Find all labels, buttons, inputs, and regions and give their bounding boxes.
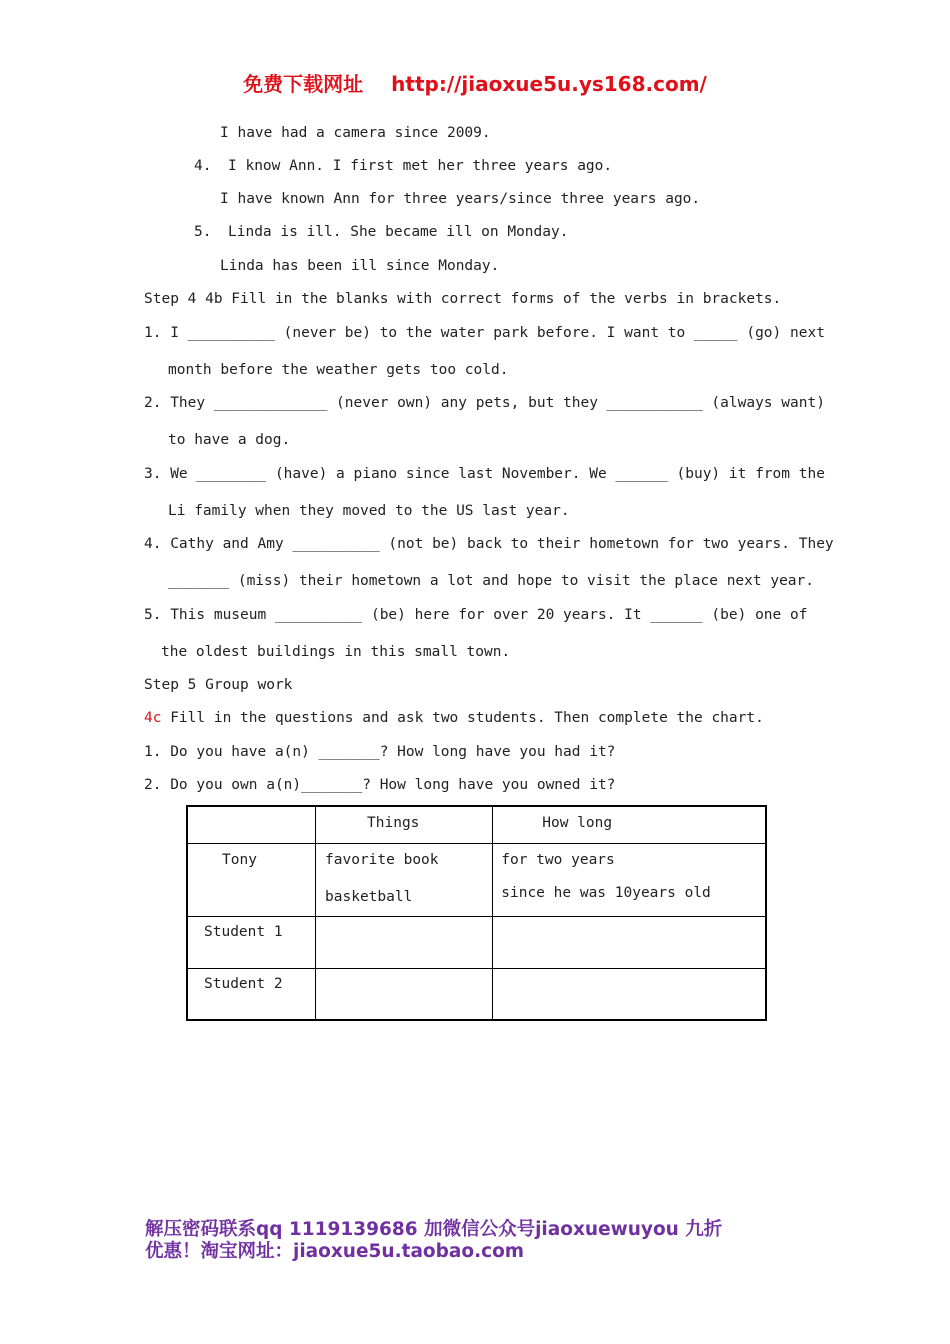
ex3-answer: I have had a camera since 2009.	[220, 125, 491, 141]
how-long-item: for two years	[501, 851, 615, 868]
question-3-line-1: 3. We ________ (have) a piano since last November. We ______ (buy) it from the	[144, 466, 825, 482]
ex5-question: Linda is ill. She became ill on Monday.	[228, 224, 569, 240]
chart-row-student-2	[187, 968, 766, 1020]
survey-chart	[186, 805, 767, 1021]
question-1-line-1: 1. I __________ (never be) to the water park before. I want to _____ (go) next	[144, 325, 825, 341]
question-5-line-1: 5. This museum __________ (be) here for over 20 years. It ______ (be) one of	[144, 607, 808, 623]
task-4c	[144, 708, 764, 728]
header-label: 免费下载网址	[243, 72, 364, 96]
task-4c-label: 4c	[144, 710, 162, 726]
things-item: favorite book	[325, 851, 439, 868]
group-question-1: 1. Do you have a(n) _______? How long have you had it?	[144, 744, 616, 760]
ex4-number: 4.	[194, 158, 212, 174]
question-1-line-2: month before the weather gets too cold.	[168, 362, 509, 378]
chart-header-empty	[187, 806, 316, 843]
footer-line-2[interactable]: 优惠！淘宝网址：jiaoxue5u.taobao.com	[145, 1241, 525, 1262]
chart-cell-how-long-empty[interactable]	[493, 968, 766, 1020]
question-4-line-2: _______ (miss) their hometown a lot and hope to visit the place next year.	[168, 573, 815, 589]
question-5-line-2: the oldest buildings in this small town.	[161, 644, 511, 660]
chart-row-student-1	[187, 916, 766, 968]
footer-line-1: 解压密码联系qq 1119139686 加微信公众号jiaoxuewuyou 九折	[145, 1219, 723, 1240]
chart-cell-name: Student 1	[187, 916, 316, 968]
ex4-question: I know Ann. I first met her three years ago.	[228, 158, 613, 174]
header-url-link[interactable]: http://jiaoxue5u.ys168.com/	[391, 72, 707, 96]
page-footer	[145, 1219, 825, 1263]
things-item: basketball	[325, 888, 413, 905]
chart-cell-name: Student 2	[187, 968, 316, 1020]
question-3-line-2: Li family when they moved to the US last year.	[168, 503, 570, 519]
chart-cell-things-empty[interactable]	[316, 916, 493, 968]
step5-heading: Step 5 Group work	[144, 677, 293, 693]
question-2-line-2: to have a dog.	[168, 432, 291, 448]
page-header	[0, 68, 950, 97]
chart-header-how-long: How long	[493, 806, 766, 843]
chart-cell-name: Tony	[187, 843, 316, 916]
how-long-item: since he was 10years old	[501, 884, 711, 901]
chart-cell-how-long	[493, 843, 766, 916]
ex5-answer: Linda has been ill since Monday.	[220, 258, 500, 274]
chart-header-things: Things	[316, 806, 493, 843]
task-4c-text: Fill in the questions and ask two students. Then complete the chart.	[161, 710, 764, 726]
chart-header-row	[187, 806, 766, 843]
step4-heading: Step 4 4b Fill in the blanks with correct forms of the verbs in brackets.	[144, 291, 782, 307]
question-2-line-1: 2. They _____________ (never own) any pets, but they ___________ (always want)	[144, 395, 825, 411]
chart-cell-things	[316, 843, 493, 916]
ex4-answer: I have known Ann for three years/since three years ago.	[220, 191, 701, 207]
chart-cell-how-long-empty[interactable]	[493, 916, 766, 968]
chart-row-tony	[187, 843, 766, 916]
ex5-number: 5.	[194, 224, 212, 240]
group-question-2: 2. Do you own a(n)_______? How long have you owned it?	[144, 777, 616, 793]
question-4-line-1: 4. Cathy and Amy __________ (not be) back to their hometown for two years. They	[144, 536, 834, 552]
chart-cell-things-empty[interactable]	[316, 968, 493, 1020]
